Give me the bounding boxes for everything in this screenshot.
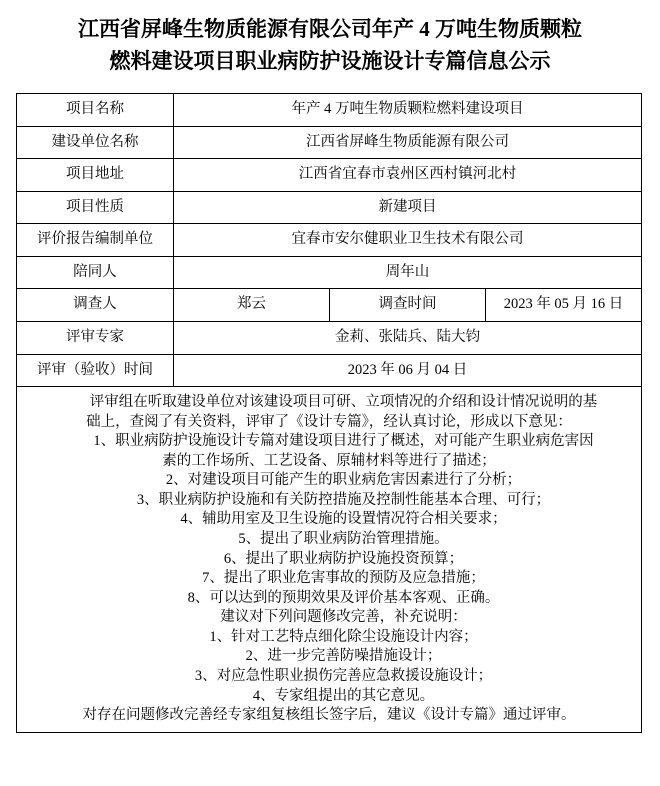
suggestion-item-4: 4、专家组提出的其它意见。 xyxy=(252,687,435,704)
conclusion-item-1b: 素的工作场所、工艺设备、原辅材料等进行了描述； xyxy=(162,452,496,469)
row-label-project-name: 项目名称 xyxy=(17,94,174,127)
table-row-conclusion xyxy=(17,387,642,733)
suggestion-item-1: 1、针对工艺特点细化除尘设施设计内容； xyxy=(209,628,478,645)
table-row xyxy=(17,289,642,322)
page-title-line-2: 燃料建设项目职业病防护设施设计专篇信息公示 xyxy=(109,48,551,73)
row-label-project-nature: 项目性质 xyxy=(17,191,174,224)
table-row xyxy=(17,256,642,289)
row-label-accompanying-person: 陪同人 xyxy=(17,256,174,289)
conclusion-item-3: 3、职业病防护设施和有关防控措施及控制性能基本合理、可行； xyxy=(136,491,551,508)
table-row xyxy=(17,126,642,159)
row-value-project-nature: 新建项目 xyxy=(174,191,642,224)
row-value-report-unit: 宜春市安尔健职业卫生技术有限公司 xyxy=(174,224,642,257)
row-value-review-time: 2023 年 06 月 04 日 xyxy=(174,354,642,387)
row-value-survey-time: 2023 年 05 月 16 日 xyxy=(486,289,642,322)
row-label-report-unit: 评价报告编制单位 xyxy=(17,224,174,257)
conclusion-item-1a: 1、职业病防护设施设计专篇对建设项目进行了概述，对可能产生职业病危害因 xyxy=(93,433,594,450)
row-value-construction-unit: 江西省屏峰生物质能源有限公司 xyxy=(174,126,642,159)
row-value-surveyor: 郑云 xyxy=(174,289,330,322)
row-label-project-address: 项目地址 xyxy=(17,159,174,192)
row-label-survey-time: 调查时间 xyxy=(330,289,486,322)
conclusion-item-5: 5、提出了职业病防治管理措施。 xyxy=(238,531,449,547)
row-value-project-name: 年产 4 万吨生物质颗粒燃料建设项目 xyxy=(174,94,642,127)
conclusion-item-4: 4、辅助用室及卫生设施的设置情况符合相关要求； xyxy=(180,511,507,528)
conclusion-item-8: 8、可以达到的预期效果及评价基本客观、正确。 xyxy=(187,589,500,606)
table-row xyxy=(17,224,642,257)
suggestion-item-2: 2、进一步完善防噪措施设计； xyxy=(245,648,442,665)
conclusion-item-2: 2、对建设项目可能产生的职业病危害因素进行了分析； xyxy=(165,472,522,489)
table-row xyxy=(17,354,642,387)
page-title xyxy=(22,14,638,77)
table-row xyxy=(17,191,642,224)
page-title-line-1: 江西省屏峰生物质能源有限公司年产 4 万吨生物质颗粒 xyxy=(78,17,582,41)
table-row xyxy=(17,159,642,192)
conclusion-intro-line-1: 评审组在听取建设单位对该建设项目可研、立项情况的介绍和设计情况说明的基 xyxy=(89,394,598,411)
row-value-accompanying-person: 周年山 xyxy=(174,256,642,289)
row-label-surveyor: 调查人 xyxy=(17,289,174,322)
row-label-review-time: 评审（验收）时间 xyxy=(17,354,174,387)
conclusion-item-6: 6、提出了职业病防护设施投资预算； xyxy=(223,550,464,567)
row-value-project-address: 江西省宜春市袁州区西村镇河北村 xyxy=(174,159,642,192)
conclusion-final-line: 对存在问题修改完善经专家组复核组长签字后，建议《设计专篇》通过评审。 xyxy=(82,707,576,724)
project-info-table xyxy=(16,93,642,733)
suggestion-item-3: 3、对应急性职业损伤完善应急救援设施设计； xyxy=(194,667,493,684)
conclusion-cell xyxy=(17,387,642,733)
conclusion-intro-line-2: 础上，查阅了有关资料，评审了《设计专篇》，经认真讨论，形成以下意见： xyxy=(86,413,572,430)
row-label-review-experts: 评审专家 xyxy=(17,321,174,354)
suggestions-header: 建议对下列问题修改完善，补充说明： xyxy=(220,609,467,626)
row-value-review-experts: 金莉、张陆兵、陆大钧 xyxy=(174,321,642,354)
table-row xyxy=(17,94,642,127)
row-label-construction-unit: 建设单位名称 xyxy=(17,126,174,159)
conclusion-item-7: 7、提出了职业危害事故的预防及应急措施； xyxy=(202,570,485,587)
table-row xyxy=(17,321,642,354)
